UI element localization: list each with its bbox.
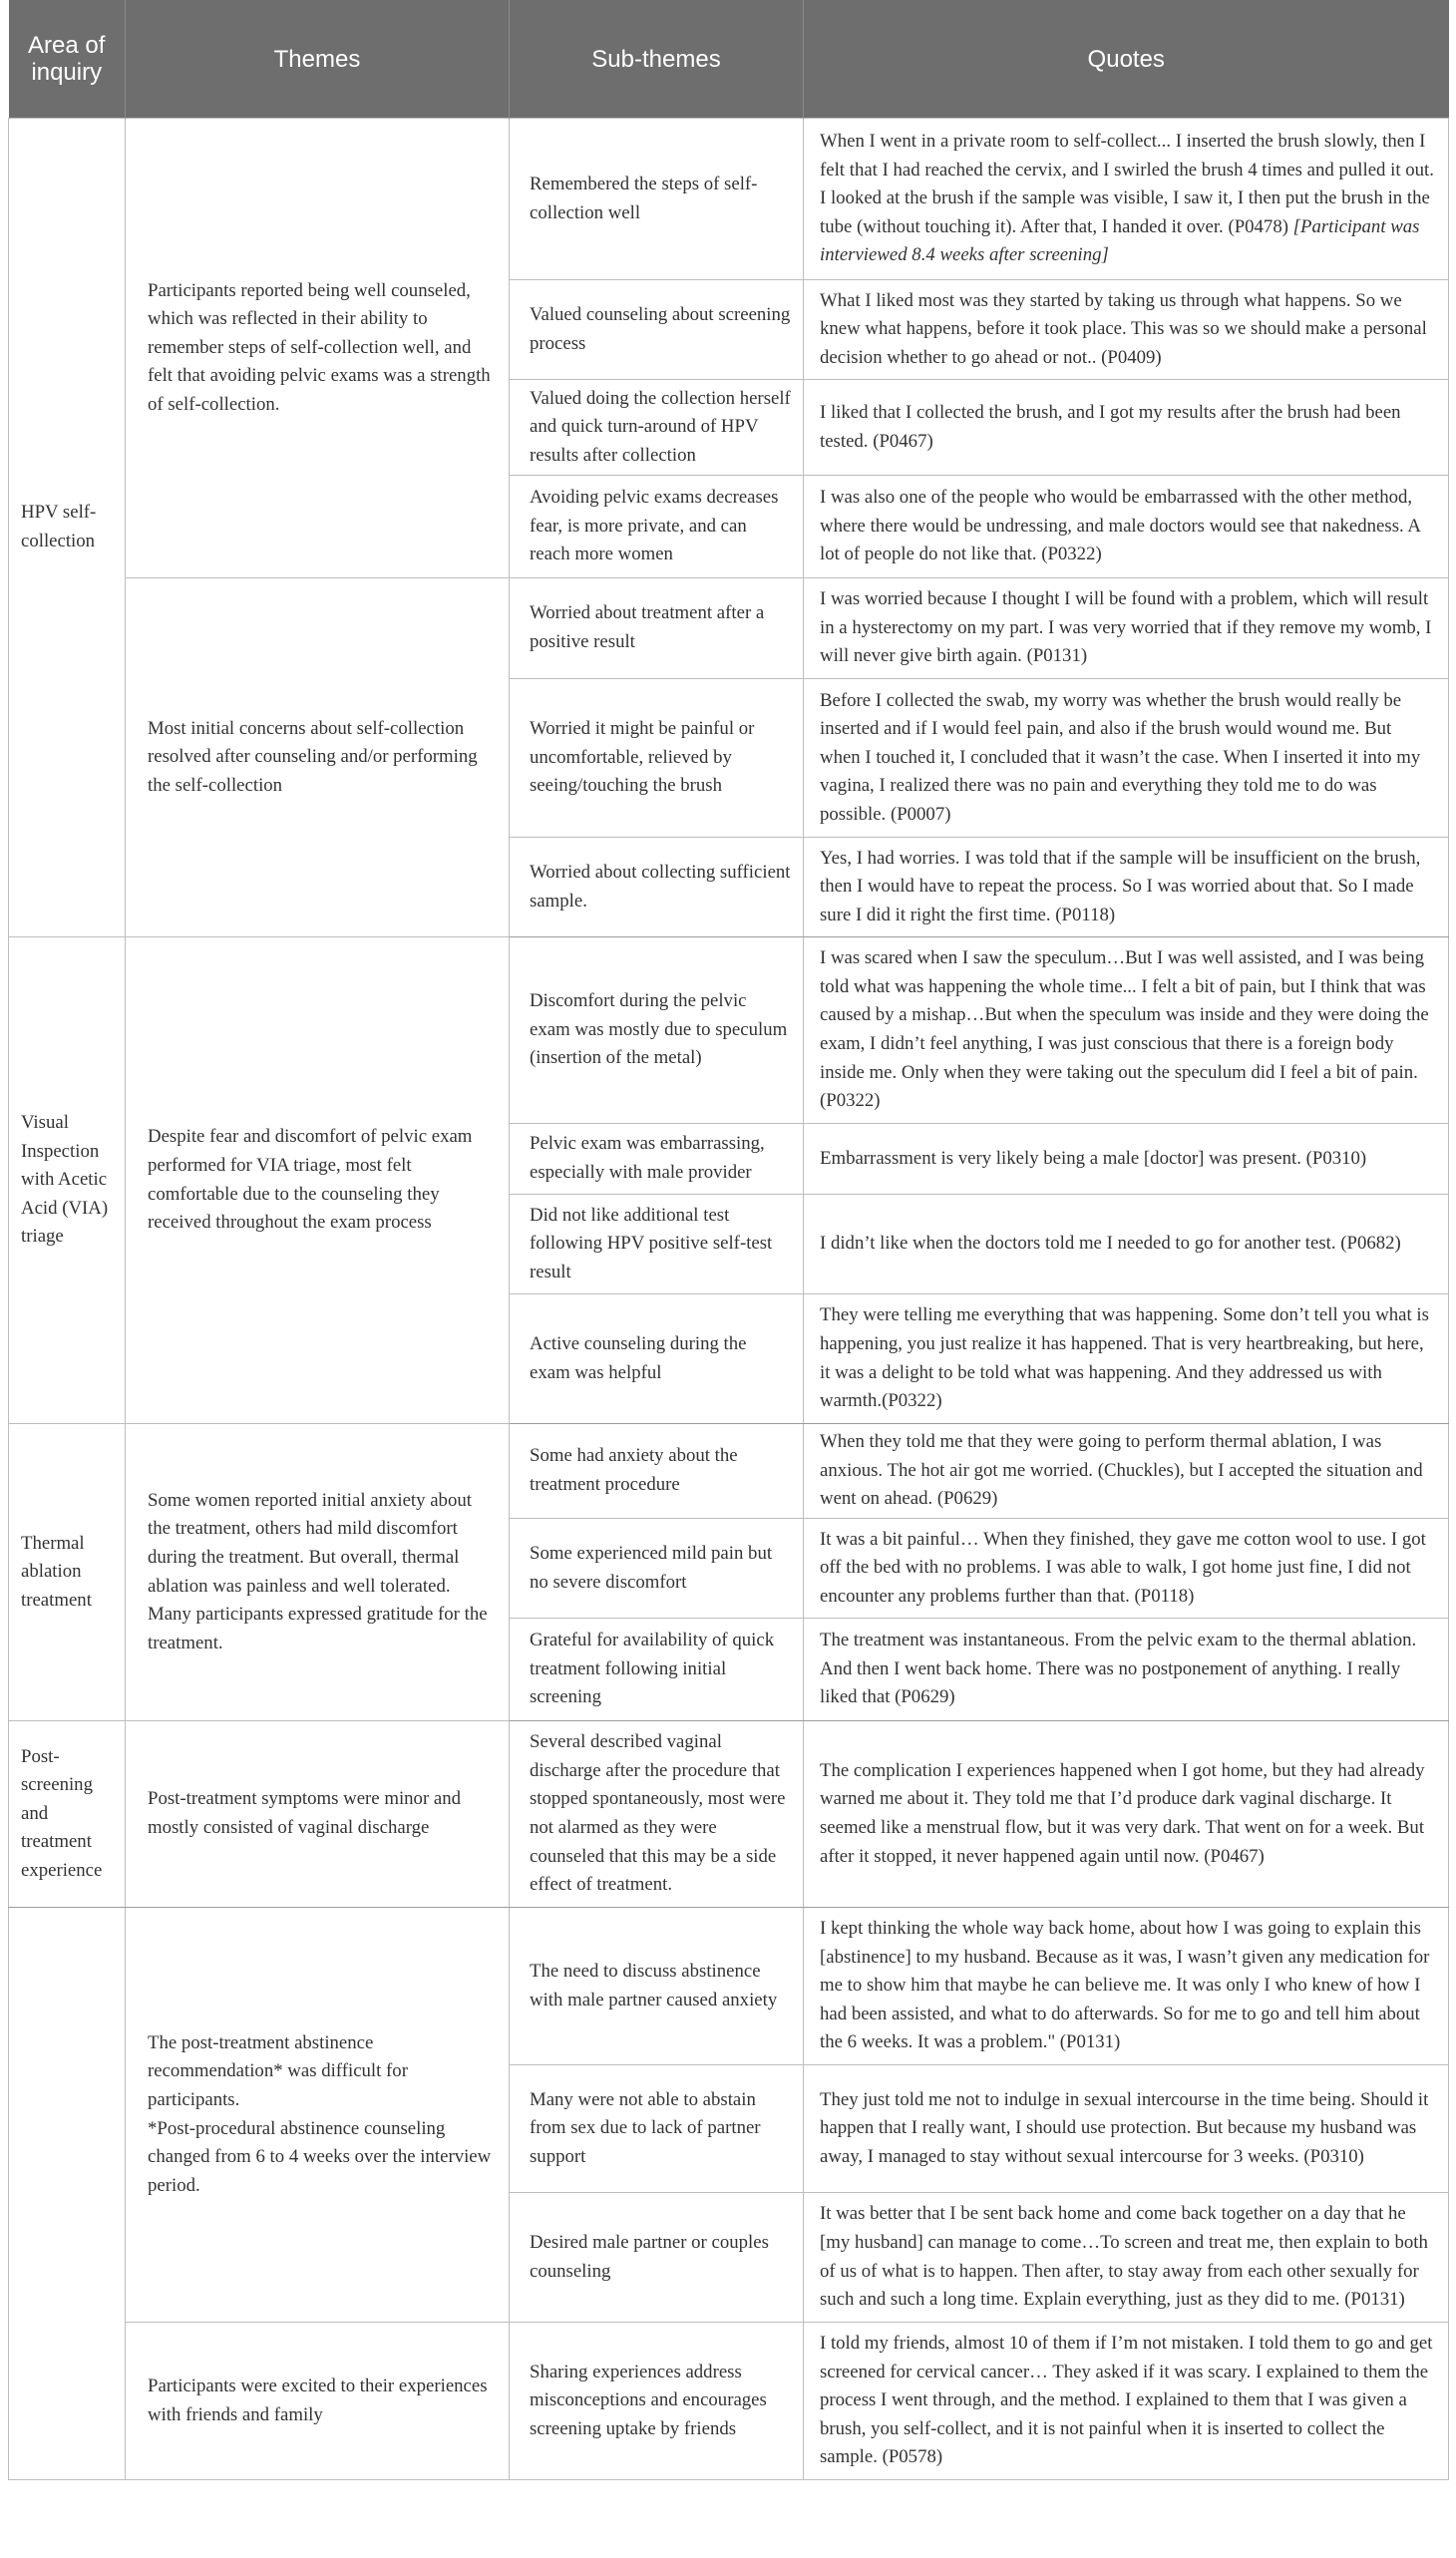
sub-theme-cell: Pelvic exam was embarrassing, especially with male provider [510, 1124, 804, 1195]
theme-cell: Most initial concerns about self-collection resolved after counseling and/or performing the self-collection [126, 578, 510, 937]
quote-cell: I was scared when I saw the speculum…But I was well assisted, and I was being told what was happening the whole time... I felt a bit of pain, but I think that was caused by a mishap…But when the speculum was inside and they were doing the exam, I didn’t feel anything, I was just conscious that there is a foreign body inside me. Only when they were taking out the speculum did I feel a bit of pain. (P0322) [804, 937, 1449, 1124]
header-area-of-inquiry: Area of inquiry [9, 0, 126, 119]
sub-theme-cell: Several described vaginal discharge after the procedure that stopped spontaneously, most were not alarmed as they were counseled that this may be a side effect of treatment. [510, 1721, 804, 1908]
table-row [9, 1908, 1449, 2065]
table-row [9, 578, 1449, 679]
quote-cell: Before I collected the swab, my worry was whether the brush would really be inserted and if I would feel pain, and also if the brush would wound me. But when I touched it, I concluded that it wasn’t the case. When I inserted it into my vagina, I realized there was no pain and everything they told me to do was possible. (P0007) [804, 679, 1449, 838]
sub-theme-cell: Worried it might be painful or uncomfortable, relieved by seeing/touching the brush [510, 679, 804, 838]
theme-footnote: *Post-procedural abstinence counseling changed from 6 to 4 weeks over the interview period. [148, 2117, 492, 2196]
sub-theme-cell: Sharing experiences address misconceptions and encourages screening uptake by friends [510, 2323, 804, 2480]
sub-theme-cell: Desired male partner or couples counseling [510, 2193, 804, 2323]
area-via-triage: Visual Inspection with Acetic Acid (VIA) triage [9, 937, 126, 1424]
quote-text: When I went in a private room to self-collect... I inserted the brush slowly, then I felt that I had reached the cervix, and I swirled the brush 4 times and pulled it out. I looked at the brush if the sample was visible, I saw it, I then put the brush in the tube (without touching it). After that, I handed it over. (P0478) [820, 131, 1434, 237]
theme-text: The post-treatment abstinence recommendation* was difficult for participants. [148, 2031, 408, 2110]
quote-cell: They just told me not to indulge in sexual intercourse in the time being. Should it happen that I really want, I should use protection. But because my husband was away, I managed to stay without sexual intercourse for 3 weeks. (P0310) [804, 2065, 1449, 2193]
quote-cell: I was worried because I thought I will be found with a problem, which will result in a hysterectomy on my part. I was very worried that if they remove my womb, I will never give birth again. (P0131) [804, 578, 1449, 679]
sub-theme-cell: Many were not able to abstain from sex due to lack of partner support [510, 2065, 804, 2193]
theme-cell: Some women reported initial anxiety about the treatment, others had mild discomfort during the treatment. But overall, thermal ablation was painless and well tolerated. Many participants expressed gratitude for the treatment. [126, 1424, 510, 1721]
header-quotes: Quotes [804, 0, 1449, 119]
quote-cell: Embarrassment is very likely being a male [doctor] was present. (P0310) [804, 1124, 1449, 1195]
themes-table [8, 0, 1449, 2480]
sub-theme-cell: Worried about treatment after a positive result [510, 578, 804, 679]
sub-theme-cell: Discomfort during the pelvic exam was mostly due to speculum (insertion of the metal) [510, 937, 804, 1124]
quote-note: [Participant was interviewed 8.4 weeks after screening] [820, 215, 1420, 266]
sub-theme-cell: The need to discuss abstinence with male partner caused anxiety [510, 1908, 804, 2065]
sub-theme-cell: Some experienced mild pain but no severe discomfort [510, 1519, 804, 1619]
area-cell-empty [9, 1908, 126, 2480]
area-thermal-ablation: Thermal ablation treatment [9, 1424, 126, 1721]
quote-cell: I liked that I collected the brush, and I got my results after the brush had been tested. (P0467) [804, 380, 1449, 476]
sub-theme-cell: Some had anxiety about the treatment procedure [510, 1424, 804, 1519]
quote-cell: I was also one of the people who would be embarrassed with the other method, where there would be undressing, and male doctors would see that nakedness. A lot of people do not like that. (P0322) [804, 476, 1449, 578]
quote-cell: I didn’t like when the doctors told me I needed to go for another test. (P0682) [804, 1195, 1449, 1294]
table-row [9, 119, 1449, 280]
quote-cell: I told my friends, almost 10 of them if I’m not mistaken. I told them to go and get screened for cervical cancer… They asked if it was scary. I explained to them the process I went through, and the method. I explained to them that I was given a brush, you self-collect, and it is not painful when it is inserted to collect the sample. (P0578) [804, 2323, 1449, 2480]
sub-theme-cell: Active counseling during the exam was helpful [510, 1294, 804, 1424]
theme-cell: Post-treatment symptoms were minor and mostly consisted of vaginal discharge [126, 1721, 510, 1908]
sub-theme-cell: Valued doing the collection herself and quick turn-around of HPV results after collection [510, 380, 804, 476]
quote-cell [804, 119, 1449, 280]
quote-cell: The complication I experiences happened when I got home, but they had already warned me about it. They told me that I’d produce dark vaginal discharge. It seemed like a menstrual flow, but it was very dark. That went on for a week. But after it stopped, it never happened again until now. (P0467) [804, 1721, 1449, 1908]
table-header-row [9, 0, 1449, 119]
table-row [9, 937, 1449, 1124]
table-row [9, 2323, 1449, 2480]
theme-cell: Participants were excited to their experiences with friends and family [126, 2323, 510, 2480]
quote-cell: It was a bit painful… When they finished, they gave me cotton wool to use. I got off the bed with no problems. I was able to walk, I got home just fine, I did not encounter any problems further than that. (P0118) [804, 1519, 1449, 1619]
quote-cell: The treatment was instantaneous. From the pelvic exam to the thermal ablation. And then I went back home. There was no postponement of anything. I really liked that (P0629) [804, 1619, 1449, 1721]
themes-table-container [8, 0, 1448, 2480]
area-post-screening: Post-screening and treatment experience [9, 1721, 126, 1908]
quote-cell: I kept thinking the whole way back home, about how I was going to explain this [abstinence] to my husband. Because as it was, I wasn’t given any medication for me to show him that maybe he can believe me. It was only I who knew of how I had been assisted, and what to do afterwards. So for me to go and tell him about the 6 weeks. It was a problem." (P0131) [804, 1908, 1449, 2065]
quote-cell: Yes, I had worries. I was told that if the sample will be insufficient on the brush, then I would have to repeat the process. So I was worried about that. So I made sure I did it right the first time. (P0118) [804, 838, 1449, 937]
table-row [9, 1721, 1449, 1908]
sub-theme-cell: Grateful for availability of quick treatment following initial screening [510, 1619, 804, 1721]
area-hpv-self-collection: HPV self-collection [9, 119, 126, 937]
theme-cell [126, 1908, 510, 2323]
quote-cell: What I liked most was they started by taking us through what happens. So we knew what happens, before it took place. This was so we should make a personal decision whether to go ahead or not.. (P0409) [804, 280, 1449, 380]
sub-theme-cell: Remembered the steps of self-collection well [510, 119, 804, 280]
header-themes: Themes [126, 0, 510, 119]
sub-theme-cell: Did not like additional test following HPV positive self-test result [510, 1195, 804, 1294]
sub-theme-cell: Avoiding pelvic exams decreases fear, is more private, and can reach more women [510, 476, 804, 578]
quote-cell: It was better that I be sent back home and come back together on a day that he [my husband] can manage to come…To screen and treat me, then explain to both of us of what is to happen. Then after, to stay away from each other sexually for such and such a long time. Explain everything, just as they did to me. (P0131) [804, 2193, 1449, 2323]
table-row [9, 1424, 1449, 1519]
quote-cell: When they told me that they were going to perform thermal ablation, I was anxious. The hot air got me worried. (Chuckles), but I accepted the situation and went on ahead. (P0629) [804, 1424, 1449, 1519]
theme-cell: Participants reported being well counseled, which was reflected in their ability to remember steps of self-collection well, and felt that avoiding pelvic exams was a strength of self-collection. [126, 119, 510, 578]
sub-theme-cell: Valued counseling about screening process [510, 280, 804, 380]
quote-cell: They were telling me everything that was happening. Some don’t tell you what is happening, you just realize it has happened. That is very heartbreaking, but here, it was a delight to be told what was happening. And they addressed us with warmth.(P0322) [804, 1294, 1449, 1424]
header-sub-themes: Sub-themes [510, 0, 804, 119]
theme-cell: Despite fear and discomfort of pelvic exam performed for VIA triage, most felt comfortable due to the counseling they received throughout the exam process [126, 937, 510, 1424]
sub-theme-cell: Worried about collecting sufficient sample. [510, 838, 804, 937]
